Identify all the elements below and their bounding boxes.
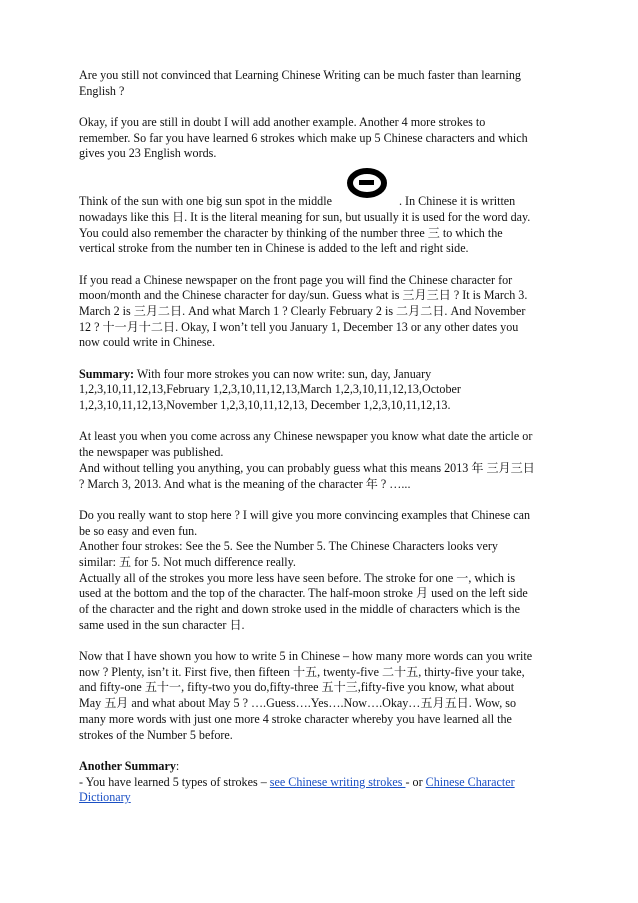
text-line (79, 775, 562, 791)
text-line: moon/month and the Chinese character for day/sun. Guess what is 三月三日 ? It is March 3. (79, 288, 528, 303)
text-line (79, 790, 562, 806)
text-line: now ? Plenty, isn’t it. First five, then fifteen 十五, twenty-five 二十五, thirty-five your take, (79, 664, 525, 679)
text-line: If you read a Chinese newspaper on the front page you will find the Chinese character for (79, 272, 513, 287)
document-page (79, 68, 562, 806)
text-line: May 五月 and what about May 5 ? ….Guess….Yes….Now….Okay…五月五日. Wow, so (79, 696, 517, 711)
text-line: 12 ? 十一月十二日. Okay, I won’t tell you January 1, December 13 or any other dates you (79, 319, 519, 334)
text-line: be so easy and even fun. (79, 523, 198, 538)
text-line: And without telling you anything, you can probably guess what this means 2013 年 三月三日 (79, 460, 535, 475)
text-line (79, 759, 562, 775)
text-line: English ? (79, 83, 125, 98)
text-line (79, 194, 562, 210)
paragraph-more-words (79, 649, 562, 743)
summary-item-prefix: - You have learned 5 types of strokes – (79, 774, 270, 789)
text-line: now could write in Chinese. (79, 335, 216, 350)
text-line: Okay, if you are still in doubt I will add another example. Another 4 more strokes to (79, 115, 486, 130)
text-line: same used in the sun character 日. (79, 617, 245, 632)
text-line: Are you still not convinced that Learning Chinese Writing can be much faster than learning (79, 68, 521, 82)
text-line: remember. So far you have learned 6 strokes which make up 5 Chinese characters and which (79, 130, 528, 145)
text-line: used at the bottom and the top of the character. The half-moon stroke 月 used on the left side (79, 586, 528, 601)
paragraph-newspaper (79, 273, 562, 351)
text-line: ? March 3, 2013. And what is the meaning of the character 年 ? …... (79, 476, 411, 491)
text-line: Actually all of the strokes you more less have seen before. The stroke for one 一, which is (79, 570, 516, 585)
text-line: 1,2,3,10,11,12,13,February 1,2,3,10,11,12,13,March 1,2,3,10,11,12,13,October (79, 382, 461, 397)
text-line: many more words with just one more 4 stroke character whereby you have learned all the (79, 711, 512, 726)
chinese-character-dictionary-link[interactable]: Chinese Character (425, 774, 515, 789)
another-summary-colon: : (175, 758, 180, 773)
paragraph-number-five (79, 508, 562, 634)
text-line: You could also remember the character by thinking of the number three 三 to which the (79, 225, 503, 240)
sun-text-before: Think of the sun with one big sun spot in the middle (79, 194, 332, 209)
another-summary-label: Another Summary (79, 758, 176, 773)
summary-label: Summary: (79, 366, 135, 381)
text-line: gives you 23 English words. (79, 146, 217, 161)
text-line: Now that I have shown you how to write 5 in Chinese – how many more words can you write (79, 649, 533, 664)
text-line: 1,2,3,10,11,12,13,November 1,2,3,10,11,12,13, December 1,2,3,10,11,12,13. (79, 398, 451, 413)
text-line: vertical stroke from the number ten in Chinese is added to the left and right side. (79, 241, 469, 256)
text-line: March 2 is 三月二日. And what March 1 ? Clearly February 2 is 二月二日. And November (79, 303, 526, 318)
text-line: the newspaper was published. (79, 445, 224, 460)
text-line: similar: 五 for 5. Not much difference really. (79, 554, 296, 569)
paragraph-sun (79, 194, 562, 257)
chinese-character-dictionary-link-continued[interactable]: Dictionary (79, 790, 131, 805)
paragraph-intro (79, 68, 562, 99)
text-line: At least you when you come across any Chinese newspaper you know what date the article or (79, 429, 533, 444)
chinese-writing-strokes-link[interactable]: see Chinese writing strokes (269, 774, 406, 789)
paragraph-another-summary (79, 759, 562, 806)
sun-text-after: . In Chinese it is written (399, 194, 516, 209)
paragraph-example (79, 115, 562, 162)
summary-text: With four more strokes you can now write: sun, day, January (134, 366, 432, 381)
text-line (79, 367, 562, 383)
text-line: strokes of the Number 5 before. (79, 727, 233, 742)
text-line: and fifty-one 五十一, fifty-two you do,fifty-three 五十三,fifty-five you know, what about (79, 680, 515, 695)
text-line: of the character and the right and down stroke used in the middle of characters which is the (79, 602, 520, 616)
sun-pictograph-icon (345, 166, 389, 200)
text-line: nowadays like this 日. It is the literal meaning for sun, but usually it is used for the word day. (79, 209, 531, 224)
paragraph-dates (79, 429, 562, 492)
summary-item-between: - or (405, 774, 426, 789)
text-line: Do you really want to stop here ? I will give you more convincing examples that Chinese can (79, 507, 531, 522)
paragraph-summary (79, 367, 562, 414)
text-line: Another four strokes: See the 5. See the Number 5. The Chinese Characters looks very (79, 539, 498, 554)
